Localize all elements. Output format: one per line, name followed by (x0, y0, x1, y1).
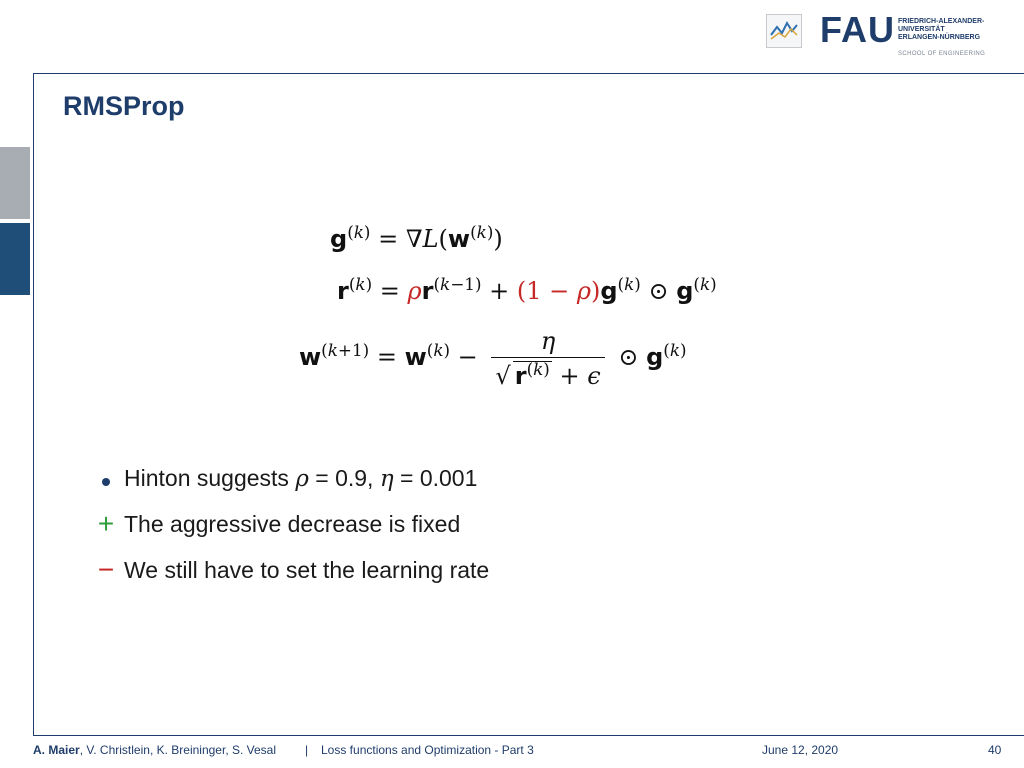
bullet-pro: + The aggressive decrease is fixed (88, 501, 489, 547)
slide-title: RMSProp (63, 91, 185, 121)
side-tab-gray (0, 147, 30, 219)
minus-icon: − (97, 554, 115, 585)
equation-w-update: $w^{(k+1)} = w^{(k)}$ − $\frac{\eta}{√ r^{(k)} + \epsilon}$ ⊙ $g^{(k)}$ (299, 327, 687, 390)
slide-frame (33, 73, 1024, 736)
plus-icon: + (97, 508, 115, 539)
bullet-con: − We still have to set the learning rate (88, 547, 489, 593)
logo-icon (766, 14, 802, 48)
fau-logo: FAU (820, 9, 895, 50)
bullet-hinton: Hinton suggests ρ = 0.9, η = 0.001 (88, 455, 489, 501)
bullet-list (88, 455, 489, 593)
page-number: 40 (988, 743, 1002, 757)
side-tab-blue (0, 223, 30, 295)
footer-date: June 12, 2020 (762, 743, 839, 757)
footer (33, 741, 1003, 761)
bullet-dot-icon (88, 465, 124, 492)
university-name: FRIEDRICH-ALEXANDER- UNIVERSITÄT ERLANGEN-NÜRNBERG (898, 18, 985, 41)
school-name: SCHOOL OF ENGINEERING (898, 51, 986, 57)
footer-topic: Loss functions and Optimization - Part 3 (321, 743, 534, 757)
footer-authors: A. Maier, V. Christlein, K. Breininger, S. Vesal (33, 743, 277, 757)
equation-gradient: $g^{(k)} = \nabla L(w^{(k)})$ (330, 222, 503, 253)
footer-separator: | (305, 743, 309, 757)
equation-r-update: $r^{(k)} = \rho r^{(k-1)} + (1 - \rho)g^{(k)}$ ⊙ $g^{(k)}$ (337, 274, 717, 305)
